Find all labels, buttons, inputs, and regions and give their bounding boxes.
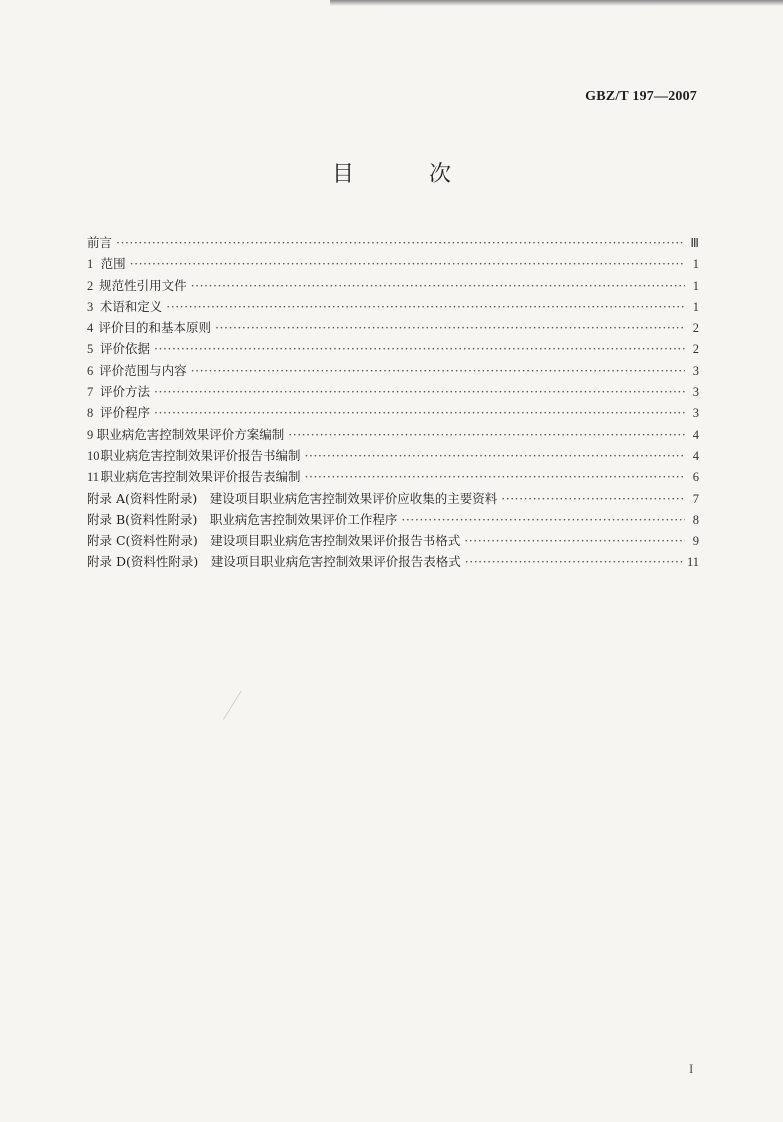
toc-entry-number: 11 xyxy=(87,470,100,485)
leader-dots xyxy=(401,512,685,527)
toc-entry-4[interactable] xyxy=(87,318,699,339)
toc-entry-label: 评价依据 xyxy=(100,341,151,357)
leader-dots xyxy=(191,363,685,378)
scan-edge-shadow xyxy=(330,0,783,6)
toc-entry-9[interactable] xyxy=(87,425,699,446)
toc-entry-page: 2 xyxy=(692,342,699,357)
leader-dots xyxy=(464,533,685,548)
toc-entry-number: 4 xyxy=(87,321,94,336)
leader-dots xyxy=(465,554,683,569)
toc-entry-number: 8 xyxy=(87,406,94,421)
leader-dots xyxy=(215,320,685,335)
toc-entry-label: 术语和定义 xyxy=(99,298,163,314)
toc-entry-page: 4 xyxy=(692,427,699,442)
standard-code: GBZ/T 197—2007 xyxy=(585,89,697,104)
toc-entry-appendix-c[interactable] xyxy=(87,531,699,552)
toc-entry-page: 3 xyxy=(692,385,699,400)
leader-dots xyxy=(130,256,685,271)
toc-entry-page: 8 xyxy=(692,512,699,527)
toc-entry-11[interactable] xyxy=(87,467,699,488)
toc-entry-number: 1 xyxy=(87,257,94,272)
toc-entry-label: 附录 D(资料性附录) 建设项目职业病危害控制效果评价报告表格式 xyxy=(87,554,461,570)
toc-entry-page: 1 xyxy=(692,278,699,293)
toc-entry-number: 10 xyxy=(87,448,100,463)
toc-entry-10[interactable] xyxy=(87,446,699,467)
leader-dots xyxy=(288,427,685,442)
toc-entry-label: 前言 xyxy=(87,235,113,250)
toc-entry-number: 5 xyxy=(87,342,94,357)
toc-entry-label: 规范性引用文件 xyxy=(99,277,187,293)
toc-entry-page: 1 xyxy=(692,257,699,272)
toc-entry-number: 9 xyxy=(87,427,94,442)
toc-entry-page: 11 xyxy=(686,555,699,570)
toc-entry-number: 3 xyxy=(87,299,94,314)
toc-entry-page: 9 xyxy=(692,534,699,549)
toc-entry-label: 附录 C(资料性附录) 建设项目职业病危害控制效果评价报告书格式 xyxy=(87,533,461,549)
toc-entry-page: Ⅲ xyxy=(690,236,699,250)
toc-entry-label: 评价目的和基本原则 xyxy=(98,320,212,336)
toc-entry-label: 范围 xyxy=(100,256,126,272)
toc-entry-appendix-d[interactable] xyxy=(87,552,699,573)
toc-entry-page: 3 xyxy=(692,406,699,421)
toc-entry-3[interactable] xyxy=(87,297,699,318)
toc-entry-5[interactable] xyxy=(87,339,699,360)
toc-entry-number: 6 xyxy=(87,363,94,378)
toc-entry-7[interactable] xyxy=(87,382,699,403)
toc-entry-label: 职业病危害控制效果评价报告书编制 xyxy=(100,447,301,463)
leader-dots xyxy=(305,448,686,463)
toc-entry-page: 3 xyxy=(692,363,699,378)
toc-entry-label: 附录 A(资料性附录) 建设项目职业病危害控制效果评价应收集的主要资料 xyxy=(87,490,498,506)
leader-dots xyxy=(191,278,685,293)
page-number: I xyxy=(689,1061,694,1076)
toc-entry-2[interactable] xyxy=(87,276,699,297)
toc-entry-label: 职业病危害控制效果评价方案编制 xyxy=(96,426,285,442)
toc-entry-page: 6 xyxy=(692,470,699,485)
leader-dots xyxy=(116,235,685,250)
toc-entry-1[interactable] xyxy=(87,254,699,275)
page-title: 目 次 xyxy=(332,162,485,187)
pencil-mark xyxy=(223,690,242,719)
toc-entry-label: 评价程序 xyxy=(100,405,151,421)
toc-entry-page: 1 xyxy=(692,299,699,314)
leader-dots xyxy=(154,405,685,420)
toc-entry-preface[interactable] xyxy=(87,233,699,254)
table-of-contents xyxy=(87,233,699,574)
leader-dots xyxy=(501,491,685,506)
toc-entry-6[interactable] xyxy=(87,361,699,382)
toc-entry-number: 7 xyxy=(87,385,94,400)
toc-entry-8[interactable] xyxy=(87,403,699,424)
toc-entry-label: 评价范围与内容 xyxy=(99,362,187,378)
toc-entry-label: 附录 B(资料性附录) 职业病危害控制效果评价工作程序 xyxy=(87,511,398,527)
toc-entry-page: 7 xyxy=(692,491,699,506)
toc-entry-number: 2 xyxy=(87,278,94,293)
toc-entry-appendix-a[interactable] xyxy=(87,489,699,510)
toc-entry-label: 职业病危害控制效果评价报告表编制 xyxy=(100,469,301,485)
toc-entry-page: 2 xyxy=(692,321,699,336)
leader-dots xyxy=(154,384,685,399)
leader-dots xyxy=(154,341,685,356)
toc-entry-page: 4 xyxy=(692,448,699,463)
toc-entry-label: 评价方法 xyxy=(100,384,151,400)
leader-dots xyxy=(166,299,685,314)
leader-dots xyxy=(305,469,686,484)
toc-entry-appendix-b[interactable] xyxy=(87,510,699,531)
